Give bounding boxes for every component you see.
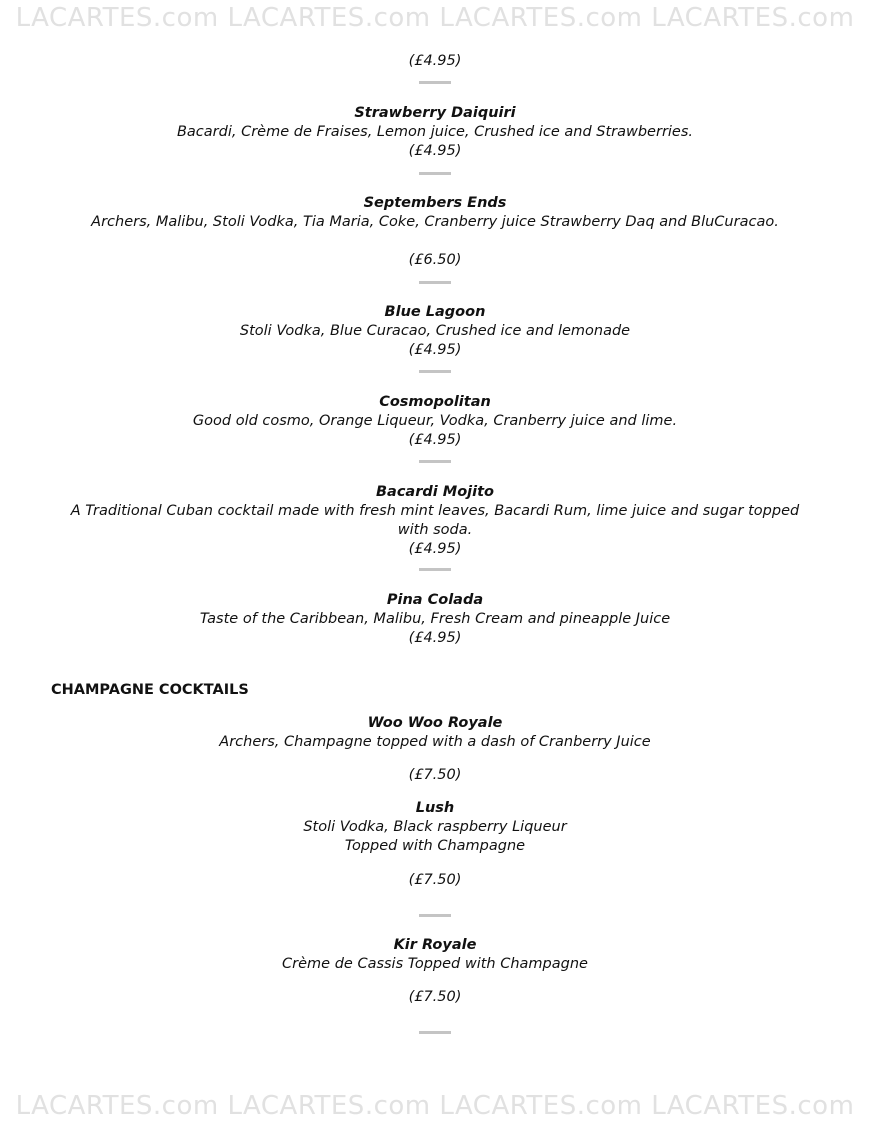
separator <box>419 81 451 84</box>
cocktail-description-cosmopolitan: Good old cosmo, Orange Liqueur, Vodka, Cranberry juice and lime. <box>192 413 678 429</box>
cocktail-description-pina-colada: Taste of the Caribbean, Malibu, Fresh Cream and pineapple Juice <box>199 611 671 627</box>
cocktail-description-lush-line-2: Topped with Champagne <box>344 838 526 854</box>
cocktail-name-strawberry-daiquiri: Strawberry Daiquiri <box>354 105 516 121</box>
cocktail-name-kir-royale: Kir Royale <box>393 937 477 953</box>
separator <box>419 172 451 175</box>
watermark-bottom: LACARTES.com LACARTES.com LACARTES.com LACARTES.com <box>15 1091 855 1121</box>
cocktail-description-woo-woo-royale: Archers, Champagne topped with a dash of Cranberry Juice <box>219 734 651 750</box>
cocktail-price-lush: (£7.50) <box>408 872 462 888</box>
cocktail-price-cosmopolitan: (£4.95) <box>408 432 462 448</box>
cocktail-price-septembers-ends: (£6.50) <box>408 252 462 268</box>
cocktail-name-blue-lagoon: Blue Lagoon <box>384 304 486 320</box>
separator <box>419 370 451 373</box>
cocktail-description-septembers-ends: Archers, Malibu, Stoli Vodka, Tia Maria, Coke, Cranberry juice Strawberry Daq and BluCuracao. <box>91 214 779 230</box>
cocktail-name-bacardi-mojito: Bacardi Mojito <box>376 484 494 500</box>
cocktail-description-kir-royale: Crème de Cassis Topped with Champagne <box>282 956 588 972</box>
cocktail-price-strawberry-daiquiri: (£4.95) <box>408 143 462 159</box>
separator <box>419 568 451 571</box>
separator <box>419 281 451 284</box>
cocktail-name-septembers-ends: Septembers Ends <box>363 195 507 211</box>
cocktail-price-blue-lagoon: (£4.95) <box>408 342 462 358</box>
cocktail-description-lush-line-1: Stoli Vodka, Black raspberry Liqueur <box>303 819 567 835</box>
cocktail-description-strawberry-daiquiri: Bacardi, Crème de Fraises, Lemon juice, Crushed ice and Strawberries. <box>176 124 694 140</box>
cocktail-description-blue-lagoon: Stoli Vodka, Blue Curacao, Crushed ice and lemonade <box>239 323 631 339</box>
separator <box>419 1031 451 1034</box>
separator <box>419 914 451 917</box>
price-top: (£4.95) <box>408 53 462 69</box>
cocktail-price-pina-colada: (£4.95) <box>408 630 462 646</box>
cocktail-price-bacardi-mojito: (£4.95) <box>408 541 462 557</box>
cocktail-name-lush: Lush <box>415 800 455 816</box>
cocktail-price-woo-woo-royale: (£7.50) <box>408 767 462 783</box>
cocktail-name-cosmopolitan: Cosmopolitan <box>379 394 491 410</box>
section-title-champagne-cocktails: CHAMPAGNE COCKTAILS <box>51 682 249 698</box>
cocktail-name-woo-woo-royale: Woo Woo Royale <box>367 715 503 731</box>
cocktail-description-bacardi-mojito: A Traditional Cuban cocktail made with fresh mint leaves, Bacardi Rum, lime juice and sugar topped with soda. <box>70 503 800 538</box>
separator <box>419 460 451 463</box>
watermark-top: LACARTES.com LACARTES.com LACARTES.com LACARTES.com <box>15 3 855 33</box>
cocktail-name-pina-colada: Pina Colada <box>386 592 484 608</box>
cocktail-price-kir-royale: (£7.50) <box>408 989 462 1005</box>
